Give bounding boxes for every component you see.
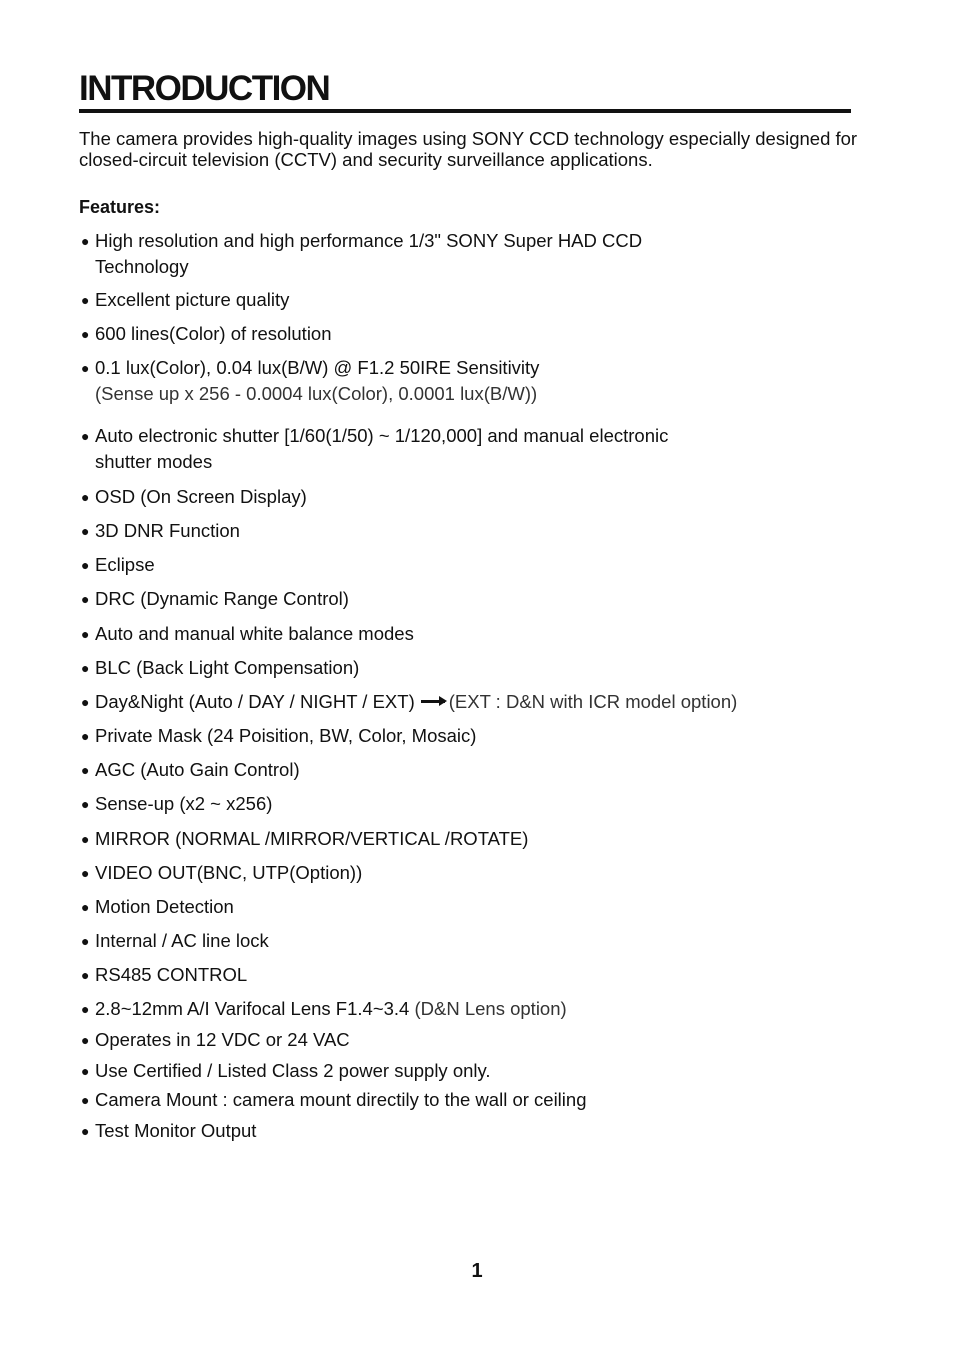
bullet-icon: ● — [81, 326, 90, 342]
feature-item — [81, 655, 921, 681]
bullet-icon: ● — [81, 523, 90, 539]
feature-text: Auto and manual white balance modes — [95, 623, 414, 644]
feature-item — [81, 423, 921, 475]
feature-text: OSD (On Screen Display) — [95, 486, 307, 507]
feature-text: Excellent picture quality — [95, 289, 290, 310]
bullet-icon: ● — [81, 1063, 90, 1079]
bullet-icon: ● — [81, 557, 90, 573]
feature-text: Internal / AC line lock — [95, 930, 269, 951]
feature-item — [81, 1118, 921, 1144]
feature-item — [81, 228, 921, 280]
bullet-icon: ● — [81, 694, 90, 710]
title-underline — [79, 109, 851, 113]
page-number: 1 — [471, 1260, 483, 1282]
feature-text: 0.1 lux(Color), 0.04 lux(B/W) @ F1.2 50IRE Sensitivity — [95, 357, 540, 378]
bullet-icon: ● — [81, 831, 90, 847]
feature-item — [81, 586, 921, 612]
feature-text: Camera Mount : camera mount directily to the wall or ceiling — [95, 1089, 587, 1110]
feature-text: Auto electronic shutter [1/60(1/50) ~ 1/120,000] and manual electronic — [95, 425, 669, 446]
bullet-icon: ● — [81, 933, 90, 949]
feature-item — [81, 757, 921, 783]
feature-item — [81, 1087, 921, 1113]
feature-text: Motion Detection — [95, 896, 234, 917]
intro-paragraph: The camera provides high-quality images using SONY CCD technology especially designed for closed-circuit television (CCTV) and security surveillance applications. — [79, 128, 858, 170]
feature-item — [81, 1027, 921, 1053]
feature-subtext: (Sense up x 256 - 0.0004 lux(Color), 0.0001 lux(B/W)) — [95, 383, 538, 404]
feature-text: DRC (Dynamic Range Control) — [95, 588, 349, 609]
feature-text: 3D DNR Function — [95, 520, 240, 541]
feature-item — [81, 826, 921, 852]
feature-text: 2.8~12mm A/I Varifocal Lens F1.4~3.4 — [95, 998, 410, 1019]
feature-text-continued: Technology — [95, 256, 189, 277]
bullet-icon: ● — [81, 967, 90, 983]
bullet-icon: ● — [81, 660, 90, 676]
bullet-icon: ● — [81, 428, 90, 444]
features-heading: Features: — [79, 197, 161, 217]
feature-text: BLC (Back Light Compensation) — [95, 657, 360, 678]
bullet-icon: ● — [81, 591, 90, 607]
feature-note: (D&N Lens option) — [414, 998, 567, 1019]
feature-item — [81, 552, 921, 578]
bullet-icon: ● — [81, 292, 90, 308]
feature-item — [81, 791, 921, 817]
feature-text: AGC (Auto Gain Control) — [95, 759, 300, 780]
bullet-icon: ● — [81, 865, 90, 881]
bullet-icon: ● — [81, 728, 90, 744]
feature-text: Day&Night (Auto / DAY / NIGHT / EXT) — [95, 691, 415, 712]
bullet-icon: ● — [81, 1092, 90, 1108]
feature-item — [81, 321, 921, 347]
feature-text: VIDEO OUT(BNC, UTP(Option)) — [95, 862, 363, 883]
bullet-icon: ● — [81, 762, 90, 778]
feature-item — [81, 996, 921, 1022]
bullet-icon: ● — [81, 626, 90, 642]
feature-text: Use Certified / Listed Class 2 power supply only. — [95, 1060, 491, 1081]
bullet-icon: ● — [81, 360, 90, 376]
bullet-icon: ● — [81, 1123, 90, 1139]
feature-item — [81, 621, 921, 647]
feature-item — [81, 723, 921, 749]
bullet-icon: ● — [81, 1032, 90, 1048]
feature-text: 600 lines(Color) of resolution — [95, 323, 332, 344]
feature-item — [81, 894, 921, 920]
feature-note: (EXT : D&N with ICR model option) — [448, 691, 738, 712]
feature-text: Eclipse — [95, 554, 155, 575]
bullet-icon: ● — [81, 489, 90, 505]
feature-text: Test Monitor Output — [95, 1120, 257, 1141]
feature-item — [81, 518, 921, 544]
bullet-icon: ● — [81, 796, 90, 812]
feature-text: RS485 CONTROL — [95, 964, 248, 985]
bullet-icon: ● — [81, 1001, 90, 1017]
page-title: INTRODUCTION — [79, 69, 330, 108]
feature-item — [81, 962, 921, 988]
feature-text: Private Mask (24 Poisition, BW, Color, Mosaic) — [95, 725, 477, 746]
feature-text: Operates in 12 VDC or 24 VAC — [95, 1029, 350, 1050]
feature-text: MIRROR (NORMAL /MIRROR/VERTICAL /ROTATE) — [95, 828, 529, 849]
feature-item — [81, 928, 921, 954]
feature-item — [81, 689, 921, 715]
arrow-right-icon — [421, 700, 445, 703]
feature-item — [81, 287, 921, 313]
feature-item — [81, 484, 921, 510]
feature-item — [81, 355, 921, 407]
feature-item — [81, 1058, 921, 1084]
feature-item — [81, 860, 921, 886]
feature-text: High resolution and high performance 1/3" SONY Super HAD CCD — [95, 230, 643, 251]
bullet-icon: ● — [81, 899, 90, 915]
feature-text-continued: shutter modes — [95, 451, 213, 472]
bullet-icon: ● — [81, 233, 90, 249]
feature-text: Sense-up (x2 ~ x256) — [95, 793, 273, 814]
